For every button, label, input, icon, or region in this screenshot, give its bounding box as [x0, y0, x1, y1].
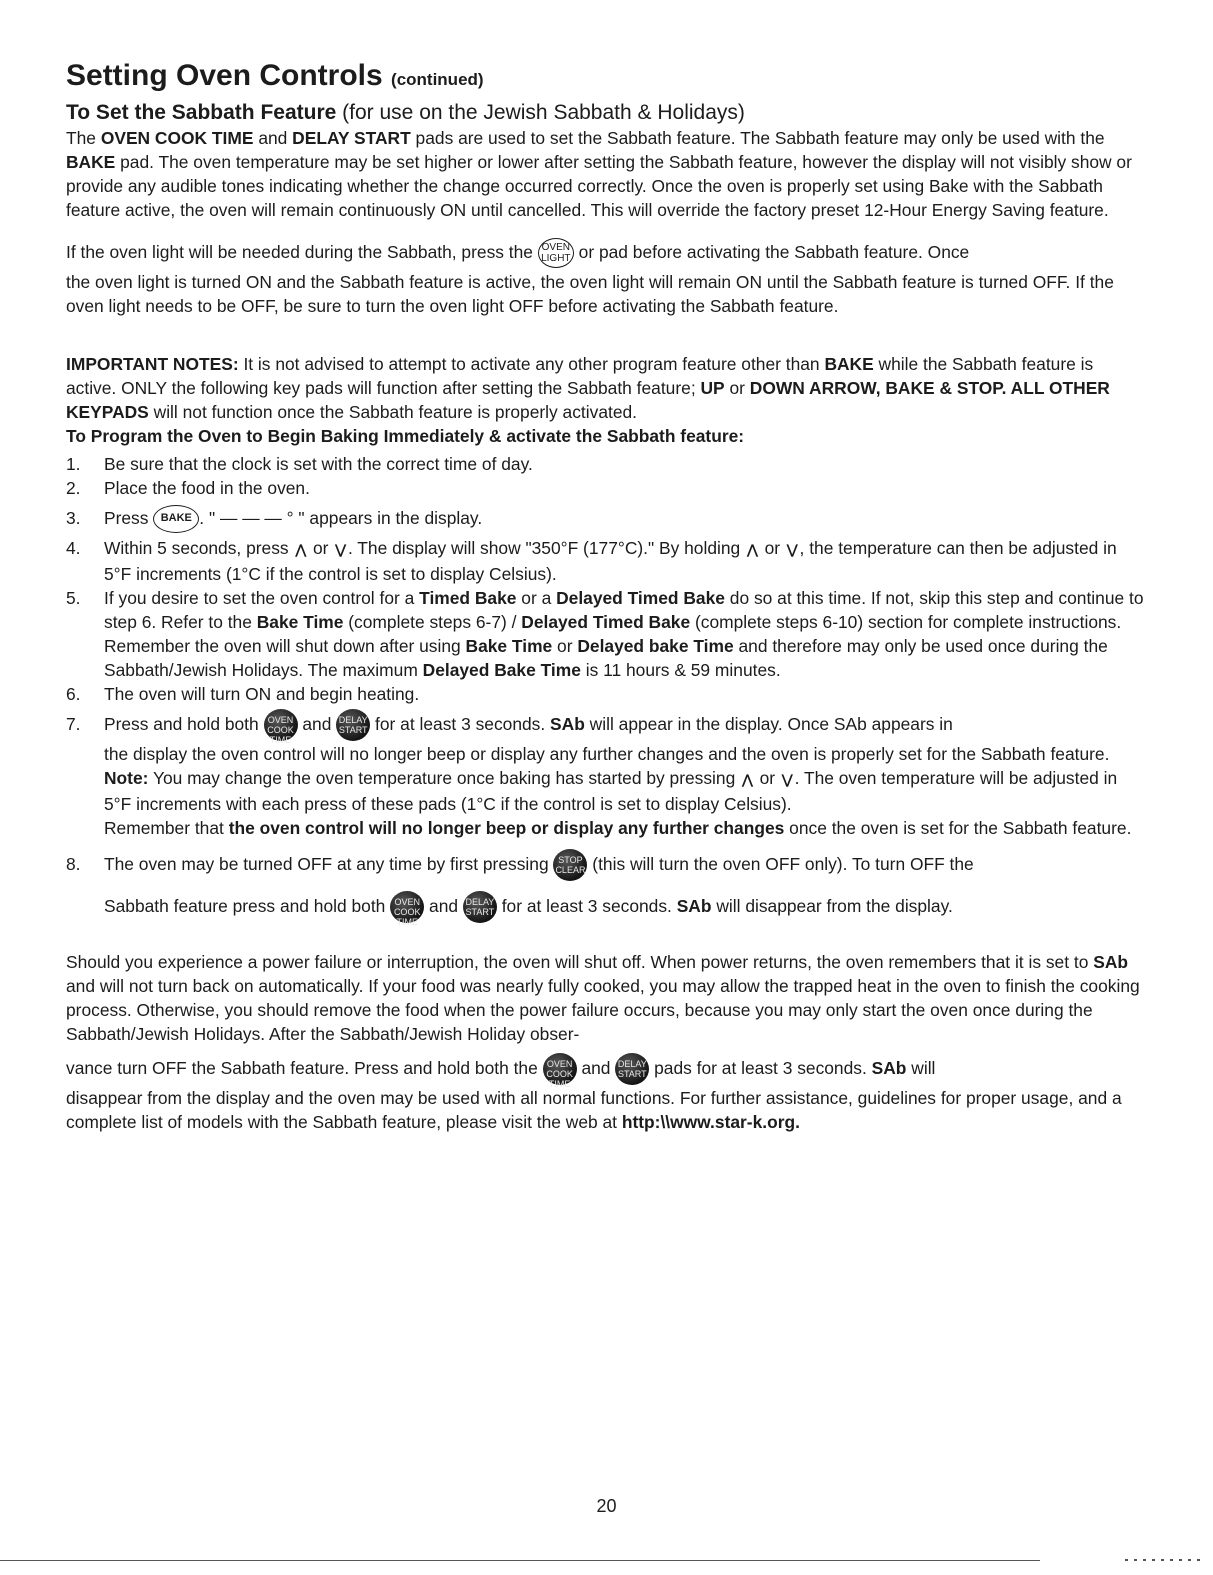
oven-light-text: or pad before activating the Sabbath feature. Once — [573, 242, 970, 262]
step-text: for at least 3 seconds. — [496, 896, 677, 916]
step-text: Press and hold both — [104, 714, 264, 734]
power-text: disappear from the display and the oven may be used with all normal functions. For further assistance, guidelines for proper usage, and a complete list of models with the Sabbath feature, please visit the web at — [66, 1088, 1122, 1132]
list-item — [66, 476, 1146, 500]
step-text: and — [297, 714, 337, 734]
pad-label: DELAY — [338, 715, 368, 726]
pad-label: START — [617, 1069, 647, 1080]
important-text: while the Sabbath feature is active. ONLY the following key pads will function after setting the Sabbath feature; — [66, 354, 1094, 398]
bottom-divider — [0, 1560, 1040, 1561]
step-number: 8. — [66, 854, 81, 874]
step-bold: SAb — [676, 896, 712, 916]
section-subtitle — [66, 100, 1146, 126]
important-bold: IMPORTANT NOTES: — [66, 354, 239, 374]
list-item — [66, 682, 1146, 706]
step-text: Place the food in the oven. — [104, 478, 310, 498]
list-item — [66, 536, 1146, 586]
step-number: 2. — [66, 478, 81, 498]
step-text: . " — — — ° " appears in the display. — [199, 508, 483, 528]
step-text: and therefore may only be used once during the Sabbath/Jewish Holidays. The maximum — [104, 636, 1108, 680]
step-bold: Delayed Bake Time — [422, 660, 581, 680]
step-text: The oven will turn ON and begin heating. — [104, 684, 420, 704]
step-number: 3. — [66, 508, 81, 528]
power-text: and — [576, 1058, 616, 1078]
intro-bold: DELAY START — [292, 128, 411, 148]
program-heading: To Program the Oven to Begin Baking Immediately & activate the Sabbath feature: — [66, 426, 745, 446]
cook-time-pad-icon — [264, 709, 298, 746]
delay-start-pad-icon — [336, 709, 370, 741]
list-item-cont — [66, 888, 1146, 928]
pad-label: STOP — [558, 855, 583, 866]
bake-pad-icon: BAKE — [153, 505, 199, 533]
step-text: the display the oven control will no longer beep or display any further changes and the oven is properly set for the Sabbath feature. — [104, 744, 1110, 764]
manual-page — [66, 58, 1146, 1134]
step-number: 4. — [66, 538, 81, 558]
list-item — [66, 586, 1146, 682]
step-text: and — [424, 896, 463, 916]
oven-light-paragraph-cont: the oven light is turned ON and the Sabbath feature is active, the oven light will remain ON until the Sabbath feature is turned OFF. If the oven light needs to be OFF, be sure to turn the oven light OFF before activating the Sabbath feature. — [66, 272, 1114, 316]
power-text: pads for at least 3 seconds. — [649, 1058, 872, 1078]
title-suffix: (continued) — [391, 70, 484, 89]
page-title — [66, 58, 1146, 98]
intro-text: pads are used to set the Sabbath feature. The Sabbath feature may only be used with the — [410, 128, 1105, 148]
important-bold: DOWN ARROW, BAKE & STOP. ALL OTHER KEYPADS — [66, 378, 1110, 422]
step-text: The oven may be turned OFF at any time by first pressing — [104, 854, 554, 874]
power-text: and will not turn back on automatically. If your food was nearly fully cooked, you may allow the trapped heat in the oven to finish the cooking process. Otherwise, you should remove the food when the power failure occurs, because you may only start the oven once during the Sabbath/Jewish Holidays. After the Sabbath/Jewish Holiday obser- — [66, 976, 1140, 1044]
step-text: will appear in the display. Once SAb appears in — [584, 714, 953, 734]
step-bold: Delayed Timed Bake — [521, 612, 691, 632]
step-bold: Bake Time — [465, 636, 553, 656]
step-text: . The oven temperature will be adjusted in 5°F increments with each press of these pads (1°C if the control is set to display Celsius). — [104, 768, 1118, 814]
step-bold: Bake Time — [256, 612, 344, 632]
cook-time-pad-icon — [543, 1053, 577, 1090]
step-text: is 11 hours & 59 minutes. — [580, 660, 781, 680]
step-text: You may change the oven temperature once baking has started by pressing — [148, 768, 741, 788]
intro-bold: OVEN COOK TIME — [100, 128, 254, 148]
intro-text: and — [253, 128, 293, 148]
oven-light-pad-icon — [538, 238, 574, 268]
steps-list — [66, 452, 1146, 928]
star-k-link[interactable]: http:\\www.star-k.org. — [621, 1112, 800, 1132]
intro-bold: BAKE — [66, 152, 116, 172]
step-text: If you desire to set the oven control for a — [104, 588, 420, 608]
intro-paragraph — [66, 126, 1146, 222]
pad-label: OVEN — [541, 242, 570, 254]
pad-label: START — [338, 725, 368, 736]
subtitle-rest: (for use on the Jewish Sabbath & Holidays) — [342, 101, 745, 124]
list-item — [66, 706, 1146, 746]
oven-light-paragraph — [66, 234, 1146, 270]
subtitle-bold: To Set the Sabbath Feature — [66, 101, 337, 124]
step-text: once the oven is set for the Sabbath feature. — [784, 818, 1132, 838]
step-text: will disappear from the display. — [711, 896, 953, 916]
page-number: 20 — [596, 1496, 617, 1516]
important-text: or — [724, 378, 750, 398]
intro-text: The — [66, 128, 101, 148]
step-number: 7. — [66, 714, 81, 734]
step-bold: Note: — [104, 768, 149, 788]
power-failure-paragraph-cont — [66, 1050, 1146, 1090]
up-arrow-icon: ⋀ — [747, 542, 758, 557]
step-number: 1. — [66, 454, 81, 474]
step-bold: SAb — [550, 714, 585, 734]
step-text: , the temperature can then be adjusted in 5°F increments (1°C if the control is set to display Celsius). — [104, 538, 1117, 584]
step-text: do so at this time. If not, skip this step and continue to step 6. Refer to the — [104, 588, 1144, 632]
down-arrow-icon: ⋁ — [786, 542, 798, 557]
step-number: 5. — [66, 588, 81, 608]
step-text: or — [759, 538, 785, 558]
step-text: Remember that — [104, 818, 229, 838]
oven-light-text: If the oven light will be needed during the Sabbath, press the — [66, 242, 538, 262]
step-text: (complete steps 6-10) section for complete instructions. Remember the oven will shut down after using — [104, 612, 1122, 656]
pad-label: DELAY — [465, 897, 495, 908]
list-item — [66, 500, 1146, 536]
pad-label: START — [465, 907, 495, 918]
step-bold: Delayed Timed Bake — [556, 588, 725, 608]
important-text: will not function once the Sabbath feature is properly activated. — [148, 402, 637, 422]
up-arrow-icon: ⋀ — [295, 542, 307, 557]
pad-label: OVEN COOK — [546, 1059, 573, 1080]
important-bold: BAKE — [824, 354, 874, 374]
step-number: 6. — [66, 684, 81, 704]
list-item-cont — [66, 742, 1146, 840]
pad-label: CLEAR — [555, 865, 586, 876]
bottom-dots-divider — [1125, 1559, 1205, 1561]
delay-start-pad-icon — [615, 1053, 649, 1085]
step-bold: Timed Bake — [419, 588, 517, 608]
power-text: vance turn OFF the Sabbath feature. Press and hold both the — [66, 1058, 543, 1078]
step-text: (complete steps 6-7) / — [343, 612, 522, 632]
pad-label: TIME — [548, 1079, 571, 1090]
power-bold: SAb — [1093, 952, 1129, 972]
list-item — [66, 846, 1146, 882]
cook-time-pad-icon — [390, 891, 424, 928]
step-bold: Delayed bake Time — [577, 636, 734, 656]
down-arrow-icon: ⋁ — [335, 542, 346, 557]
power-failure-paragraph — [66, 950, 1146, 1046]
step-text: . The display will show "350°F (177°C)." By holding — [347, 538, 746, 558]
list-item — [66, 452, 1146, 476]
step-text: or — [308, 538, 334, 558]
up-arrow-icon: ⋀ — [742, 772, 753, 787]
pad-label: TIME — [269, 735, 292, 746]
step-text: or a — [516, 588, 557, 608]
stop-clear-pad-icon — [553, 849, 587, 881]
step-text: or — [552, 636, 578, 656]
step-text: or — [754, 768, 780, 788]
step-text: for at least 3 seconds. — [370, 714, 551, 734]
intro-text: pad. The oven temperature may be set higher or lower after setting the Sabbath feature, however the display will not visibly show or provide any audible tones indicating whether the change occurred correctly. Once the oven is properly set using Bake with the Sabbath feature active, the oven will remain continuously ON until cancelled. This will override the factory preset 12-Hour Energy Saving feature. — [66, 152, 1132, 220]
title-text: Setting Oven Controls — [66, 59, 383, 92]
pad-label: LIGHT — [541, 253, 571, 265]
power-text: Should you experience a power failure or interruption, the oven will shut off. When power returns, the oven remembers that it is set to — [66, 952, 1094, 972]
step-bold: the oven control will no longer beep or display any further changes — [228, 818, 785, 838]
step-text: Within 5 seconds, press — [104, 538, 294, 558]
step-text: Sabbath feature press and hold both — [104, 896, 391, 916]
power-text: will — [906, 1058, 936, 1078]
pad-label: OVEN COOK — [393, 897, 421, 918]
pad-label: OVEN COOK — [267, 715, 294, 736]
important-bold: UP — [700, 378, 725, 398]
down-arrow-icon: ⋁ — [781, 772, 793, 787]
step-text: Be sure that the clock is set with the correct time of day. — [104, 454, 533, 474]
delay-start-pad-icon — [463, 891, 497, 923]
power-failure-paragraph-end — [66, 1086, 1146, 1134]
step-text: Press — [104, 508, 154, 528]
important-notes-paragraph — [66, 352, 1146, 424]
pad-label: DELAY — [617, 1059, 647, 1070]
step-text: (this will turn the oven OFF only). To turn OFF the — [587, 854, 974, 874]
power-bold: SAb — [871, 1058, 907, 1078]
important-text: It is not advised to attempt to activate any other program feature other than — [238, 354, 825, 374]
pad-label: TIME — [396, 917, 418, 928]
